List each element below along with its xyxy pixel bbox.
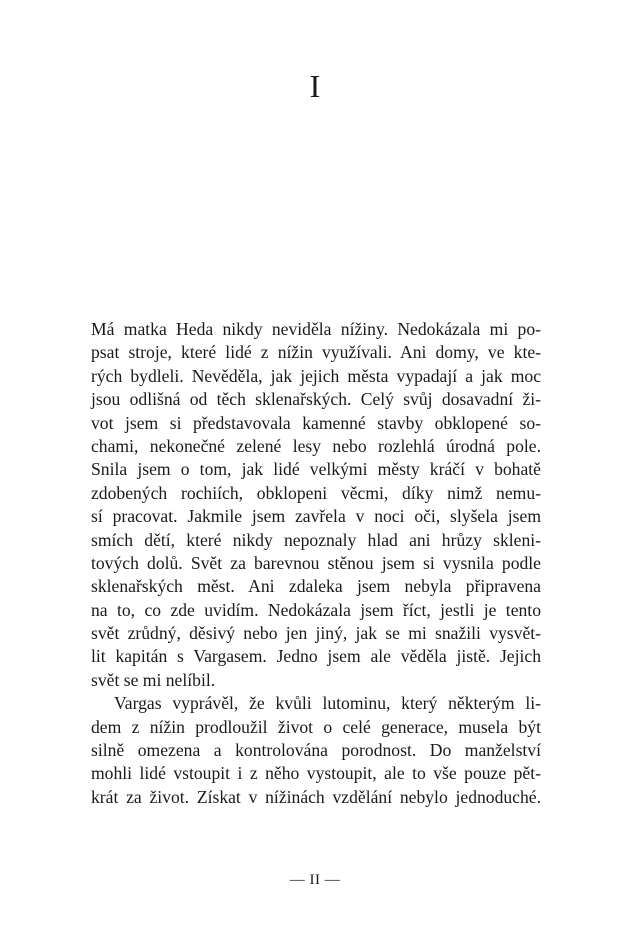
- text-line: na to, co zde uvidím. Nedokázala jsem říct, jestli je tento: [91, 599, 541, 620]
- paragraph: [91, 318, 541, 692]
- text-line: zdobených rochiích, obklopeni věcmi, díky nimž nemu-: [91, 482, 541, 503]
- text-line: silně omezena a kontrolována porodnost. Do manželství: [91, 740, 541, 761]
- text-line: Snila jsem o tom, jak lidé velkými městy kráčí v bohatě: [91, 459, 541, 480]
- text-line: vot jsem si představovala kamenné stavby obklopené so-: [91, 412, 541, 433]
- text-line: Vargas vyprávěl, že kvůli lutominu, který některým li-: [114, 693, 541, 714]
- text-line: smích dětí, které nikdy nepoznaly hlad ani hrůzy skleni-: [91, 529, 541, 550]
- page-number: — II —: [289, 872, 341, 888]
- text-line: chami, nekonečné zelené lesy nebo rozlehlá úrodná pole.: [91, 435, 541, 456]
- text-line: dem z nížin prodloužil život o celé generace, musela být: [91, 716, 541, 737]
- text-line: jsou odlišná od těch sklenařských. Celý svůj dosavadní ži-: [91, 389, 541, 410]
- text-line: rých bydleli. Nevěděla, jak jejich města vypadají a jak moc: [91, 365, 541, 386]
- text-line: sí pracovat. Jakmile jsem zavřela v noci oči, slyšela jsem: [91, 506, 541, 527]
- body-text: [91, 318, 541, 809]
- text-line: lit kapitán s Vargasem. Jedno jsem ale věděla jistě. Jejich: [91, 646, 541, 667]
- text-line: tových dolů. Svět za barevnou stěnou jsem si vysnila podle: [91, 552, 541, 573]
- text-line: mohli lidé vstoupit i z něho vystoupit, ale to vše pouze pět-: [91, 763, 541, 784]
- text-line: psat stroje, které lidé z nížin využívali. Ani domy, ve kte-: [91, 342, 541, 363]
- text-line: svět se mi nelíbil.: [91, 669, 216, 690]
- chapter-title: I: [309, 68, 321, 104]
- paragraph: [91, 692, 541, 809]
- text-line: sklenařských měst. Ani zdaleka jsem nebyla připravena: [91, 576, 541, 597]
- text-line: krát za život. Získat v nížinách vzdělání nebylo jednoduché.: [91, 786, 541, 807]
- text-line: Má matka Heda nikdy neviděla nížiny. Nedokázala mi po-: [91, 319, 541, 339]
- text-line: svět zrůdný, děsivý nebo jen jiný, jak se mi snažili vysvět-: [91, 623, 541, 644]
